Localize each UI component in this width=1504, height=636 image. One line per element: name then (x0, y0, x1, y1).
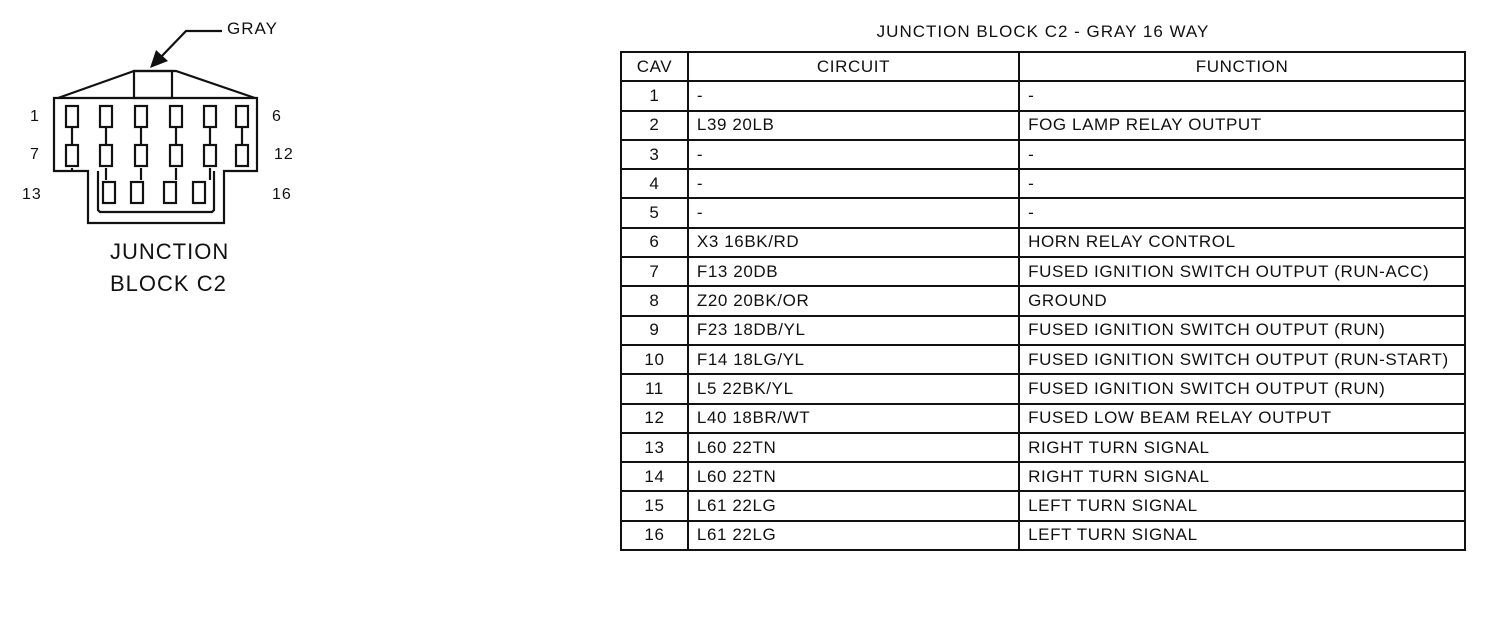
cell-circuit: F13 20DB (688, 257, 1019, 286)
cell-circuit: L60 22TN (688, 462, 1019, 491)
cell-function: HORN RELAY CONTROL (1019, 228, 1465, 257)
table-row (621, 404, 1465, 433)
cell-function: RIGHT TURN SIGNAL (1019, 433, 1465, 462)
cell-circuit: - (688, 169, 1019, 198)
connector-color-label: GRAY (227, 19, 278, 38)
table-row (621, 374, 1465, 403)
cell-function: FUSED IGNITION SWITCH OUTPUT (RUN) (1019, 374, 1465, 403)
pin-row-1 (66, 106, 248, 127)
table-row (621, 228, 1465, 257)
connector-lock-tab (134, 71, 172, 98)
cell-function: FUSED IGNITION SWITCH OUTPUT (RUN-START) (1019, 345, 1465, 374)
pin-label-6: 6 (272, 108, 282, 125)
cell-cav: 12 (621, 404, 688, 433)
cell-function: GROUND (1019, 286, 1465, 315)
pinout-table (620, 51, 1466, 551)
table-title: JUNCTION BLOCK C2 - GRAY 16 WAY (876, 22, 1210, 41)
pin-row-2 (66, 145, 248, 166)
table-row (621, 316, 1465, 345)
cell-cav: 3 (621, 140, 688, 169)
cell-function: FUSED LOW BEAM RELAY OUTPUT (1019, 404, 1465, 433)
table-row (621, 521, 1465, 550)
gray-leader-line (160, 31, 222, 58)
cell-function: RIGHT TURN SIGNAL (1019, 462, 1465, 491)
cell-circuit: - (688, 140, 1019, 169)
cell-function: FUSED IGNITION SWITCH OUTPUT (RUN) (1019, 316, 1465, 345)
cell-circuit: L60 22TN (688, 433, 1019, 462)
cell-circuit: Z20 20BK/OR (688, 286, 1019, 315)
cell-function: - (1019, 169, 1465, 198)
cell-cav: 6 (621, 228, 688, 257)
cell-circuit: L40 18BR/WT (688, 404, 1019, 433)
pin-label-13: 13 (22, 186, 42, 203)
connector-hood (58, 71, 255, 98)
cell-cav: 10 (621, 345, 688, 374)
cell-circuit: - (688, 198, 1019, 227)
table-row (621, 286, 1465, 315)
table-row (621, 81, 1465, 110)
cell-circuit: F14 18LG/YL (688, 345, 1019, 374)
cell-cav: 2 (621, 111, 688, 140)
cell-function: LEFT TURN SIGNAL (1019, 521, 1465, 550)
cell-cav: 9 (621, 316, 688, 345)
pin-label-16: 16 (272, 186, 292, 203)
table-row (621, 111, 1465, 140)
cell-cav: 14 (621, 462, 688, 491)
cell-circuit: - (688, 81, 1019, 110)
cell-cav: 8 (621, 286, 688, 315)
cell-cav: 5 (621, 198, 688, 227)
cell-function: LEFT TURN SIGNAL (1019, 491, 1465, 520)
pin-label-1: 1 (30, 108, 40, 125)
connector-name-line1: JUNCTION (110, 239, 230, 264)
table-header-row (621, 52, 1465, 81)
cell-function: - (1019, 198, 1465, 227)
table-row (621, 345, 1465, 374)
cell-circuit: L61 22LG (688, 521, 1019, 550)
pin-row-3 (103, 182, 205, 203)
cell-cav: 15 (621, 491, 688, 520)
table-row (621, 257, 1465, 286)
table-row (621, 491, 1465, 520)
cell-function: FOG LAMP RELAY OUTPUT (1019, 111, 1465, 140)
cell-function: - (1019, 81, 1465, 110)
cell-cav: 13 (621, 433, 688, 462)
cell-circuit: F23 18DB/YL (688, 316, 1019, 345)
table-row (621, 462, 1465, 491)
cell-cav: 11 (621, 374, 688, 403)
cell-cav: 7 (621, 257, 688, 286)
cell-cav: 1 (621, 81, 688, 110)
header-cav: CAV (621, 52, 688, 81)
pin-label-7: 7 (30, 146, 40, 163)
table-row (621, 198, 1465, 227)
cell-circuit: L39 20LB (688, 111, 1019, 140)
cell-cav: 4 (621, 169, 688, 198)
connector-face-drawing (0, 0, 600, 320)
table-row (621, 140, 1465, 169)
header-circuit: CIRCUIT (688, 52, 1019, 81)
cell-cav: 16 (621, 521, 688, 550)
cell-function: - (1019, 140, 1465, 169)
cell-function: FUSED IGNITION SWITCH OUTPUT (RUN-ACC) (1019, 257, 1465, 286)
cell-circuit: L5 22BK/YL (688, 374, 1019, 403)
connector-body (54, 98, 257, 223)
cell-circuit: L61 22LG (688, 491, 1019, 520)
cell-circuit: X3 16BK/RD (688, 228, 1019, 257)
table-row (621, 169, 1465, 198)
connector-name-line2: BLOCK C2 (110, 271, 227, 296)
pin-label-12: 12 (274, 146, 294, 163)
table-row (621, 433, 1465, 462)
header-function: FUNCTION (1019, 52, 1465, 81)
